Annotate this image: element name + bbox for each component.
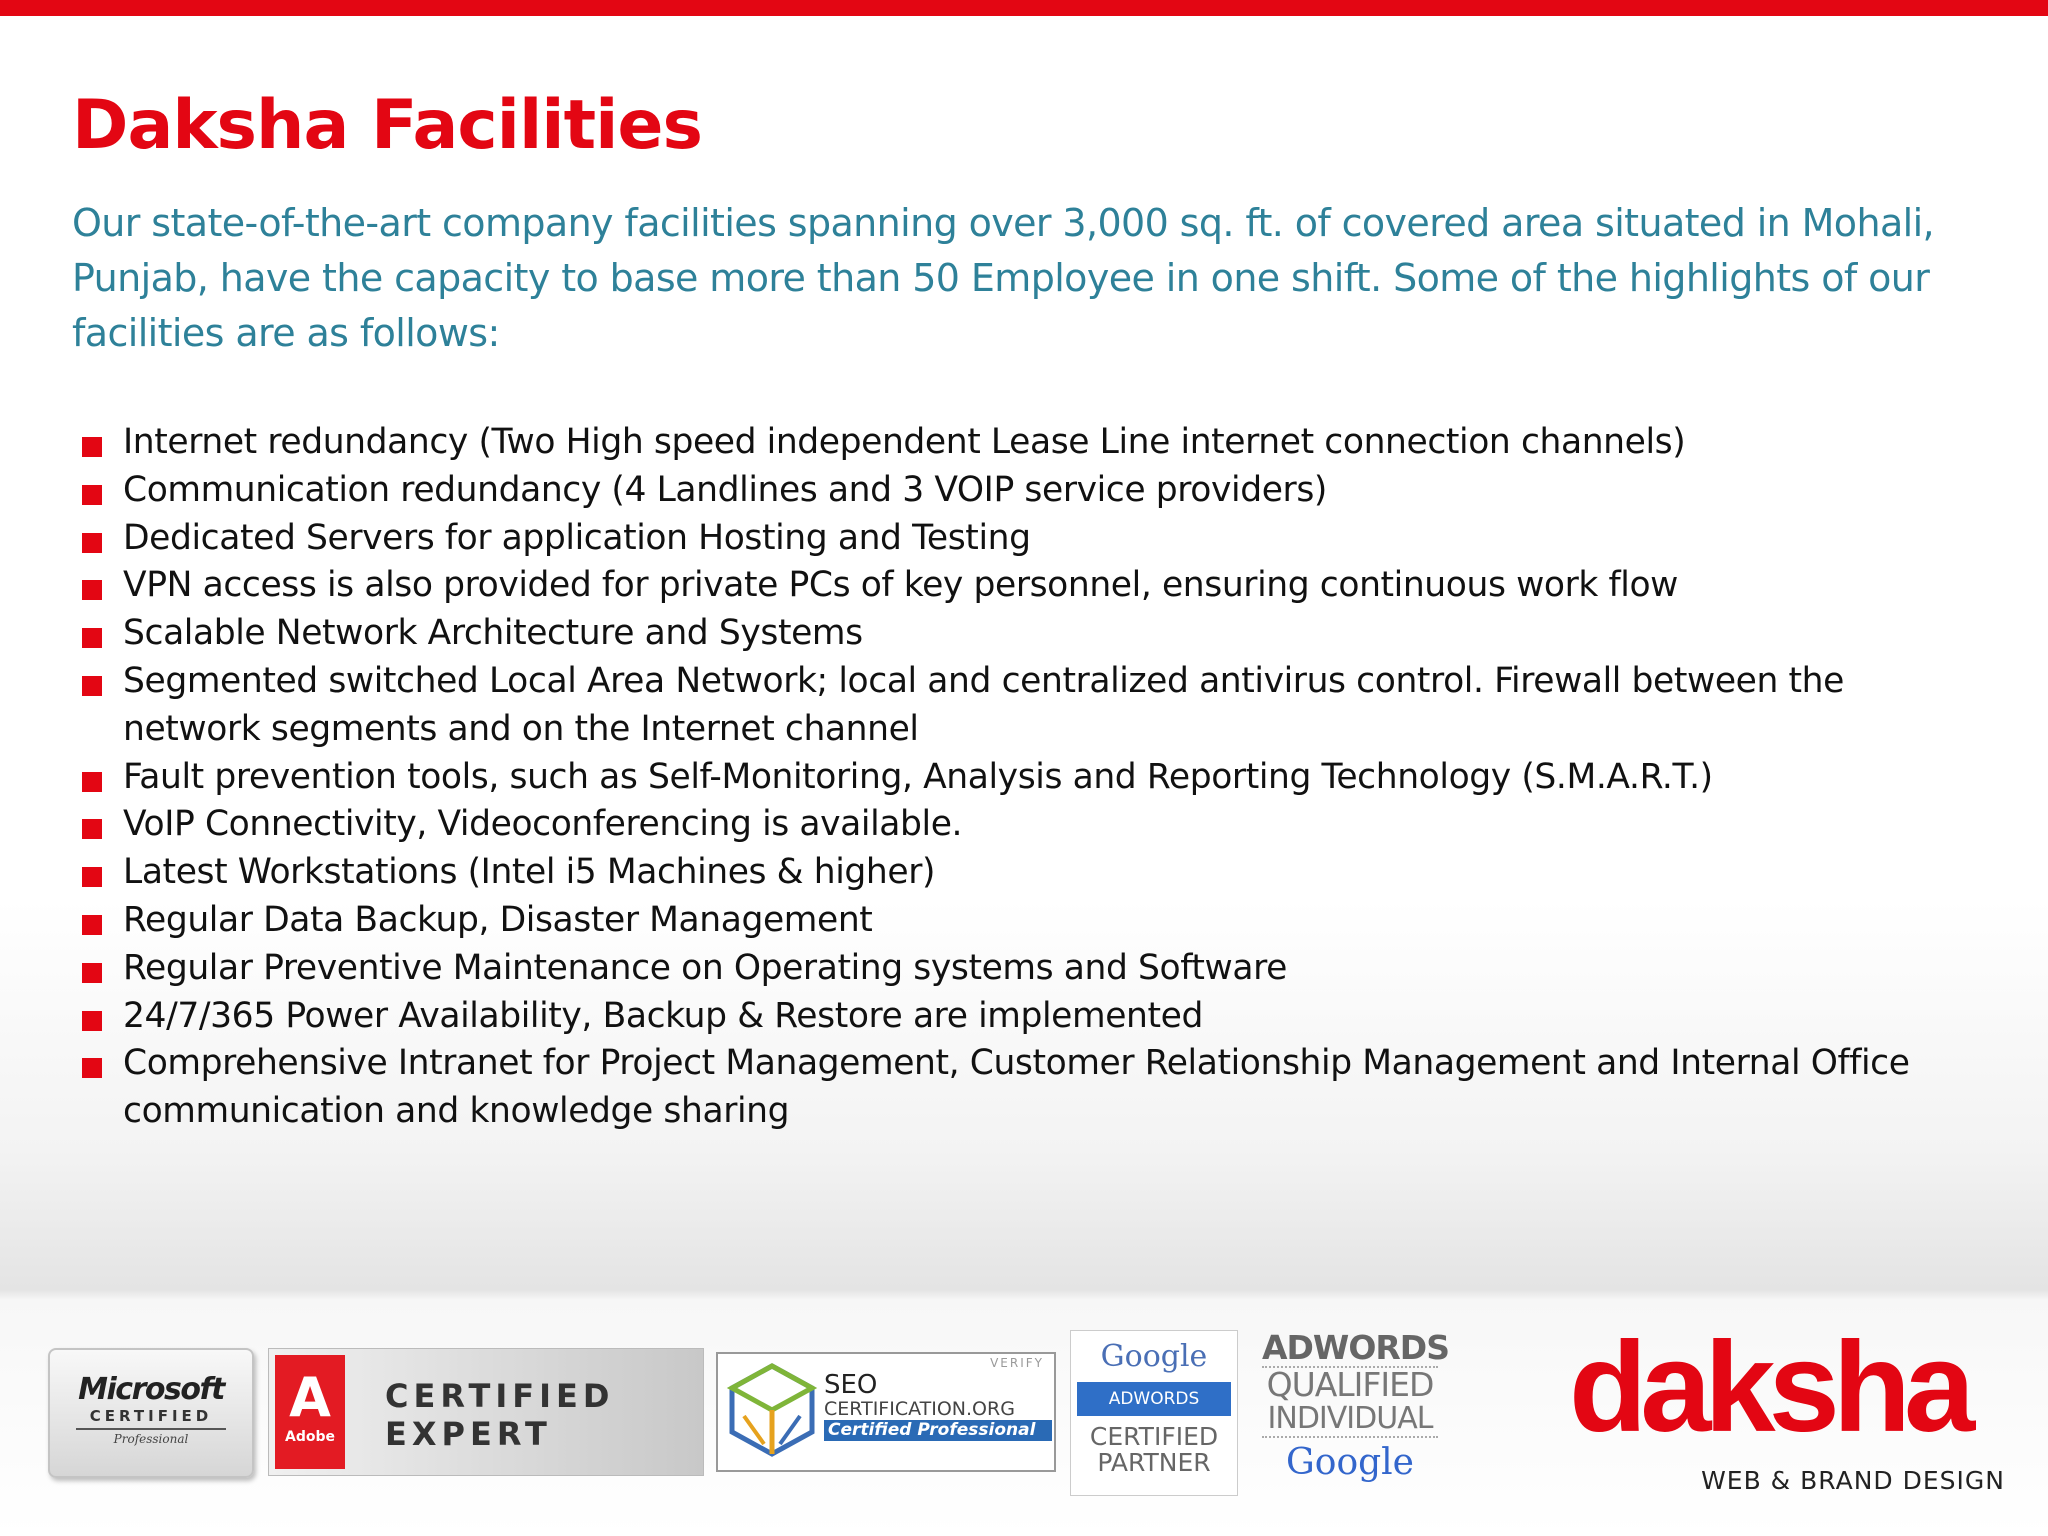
adobe-logo-icon <box>275 1355 345 1469</box>
bullet-square-icon <box>82 533 102 553</box>
bullet-square-icon <box>82 485 102 505</box>
seo-org: CERTIFICATION.ORG <box>824 1398 1015 1420</box>
microsoft-certified-badge <box>48 1348 254 1478</box>
brand-tagline: WEB & BRAND DESIGN <box>1701 1466 2005 1495</box>
bullet-square-icon <box>82 819 102 839</box>
list-item-text: 24/7/365 Power Availability, Backup & Restore are implemented <box>123 995 1203 1036</box>
list-item-text: Comprehensive Intranet for Project Management, Customer Relationship Management and Internal Office communication and knowledge sharing <box>123 1043 1910 1132</box>
list-item-text: Internet redundancy (Two High speed independent Lease Line internet connection channels) <box>123 422 1686 462</box>
bullet-square-icon <box>82 580 102 600</box>
google-logo-icon: Google <box>1286 1442 1414 1483</box>
ms-certified-label: CERTIFIED <box>89 1407 213 1425</box>
daksha-brand-logo <box>1565 1316 2005 1510</box>
adobe-line-2: EXPERT <box>385 1415 552 1453</box>
bullet-square-icon <box>82 1058 102 1078</box>
daksha-wordmark: daksha <box>1569 1316 1969 1459</box>
google-logo-icon: Google <box>1100 1339 1208 1374</box>
facilities-list <box>72 419 1972 1136</box>
adwords-ribbon: ADWORDS <box>1077 1382 1231 1416</box>
list-item-text: Regular Data Backup, Disaster Management <box>123 899 873 940</box>
list-item <box>72 754 1972 802</box>
bullet-square-icon <box>82 867 102 887</box>
bullet-square-icon <box>82 915 102 935</box>
list-item <box>72 562 1972 610</box>
seo-certification-badge <box>716 1352 1056 1472</box>
google-certified-partner-badge <box>1070 1330 1238 1496</box>
adobe-glyph: A <box>289 1366 331 1429</box>
intro-paragraph: Our state-of-the-art company facilities spanning over 3,000 sq. ft. of covered area situated in Mohali, Punjab, have the capacity to base more than 50 Employee in one shift. Some of the highlights of our facilities are as follows: <box>72 201 1935 355</box>
seo-title: SEO <box>824 1370 878 1400</box>
ms-level-label: Professional <box>113 1432 189 1446</box>
list-item-text: Latest Workstations (Intel i5 Machines & higher) <box>123 852 936 893</box>
adobe-line-1: CERTIFIED <box>385 1377 615 1415</box>
certified-label: CERTIFIED <box>1089 1422 1219 1451</box>
list-item-text: Communication redundancy (4 Landlines and 3 VOIP service providers) <box>123 469 1327 510</box>
partner-label: PARTNER <box>1097 1448 1211 1477</box>
list-item <box>72 467 1972 515</box>
seo-verify-label: VERIFY <box>990 1356 1044 1370</box>
adwords-label: ADWORDS <box>1262 1328 1449 1367</box>
list-item-text: Dedicated Servers for application Hosting and Testing <box>123 517 1031 558</box>
microsoft-logo: Microsoft <box>78 1372 224 1407</box>
seo-certified-professional: Certified Professional <box>824 1420 1052 1441</box>
adwords-qualified-individual-badge <box>1262 1328 1449 1508</box>
qualified-label: QUALIFIED <box>1262 1366 1438 1402</box>
list-item <box>72 897 1972 945</box>
adobe-name: Adobe <box>285 1429 335 1445</box>
list-item-text: Segmented switched Local Area Network; local and centralized antivirus control. Firewall between the network segments and on the Internet channel <box>123 660 1844 749</box>
list-item <box>72 610 1972 658</box>
divider <box>76 1428 226 1430</box>
list-item-text: Scalable Network Architecture and Systems <box>123 613 863 654</box>
list-item-text: Fault prevention tools, such as Self-Monitoring, Analysis and Reporting Technology (S.M.A.R.T.) <box>123 756 1713 797</box>
top-accent-bar <box>0 0 2048 16</box>
certification-footer <box>0 1290 2048 1536</box>
bullet-square-icon <box>82 676 102 696</box>
list-item <box>72 849 1972 897</box>
adobe-certified-expert-badge <box>268 1348 704 1476</box>
adobe-badge-text <box>385 1377 614 1453</box>
bullet-square-icon <box>82 628 102 648</box>
page-title: Daksha Facilities <box>72 86 702 165</box>
individual-label: INDIVIDUAL <box>1262 1402 1438 1438</box>
bullet-square-icon <box>82 963 102 983</box>
list-item <box>72 658 1972 754</box>
list-item-text: VPN access is also provided for private PCs of key personnel, ensuring continuous work flow <box>123 565 1678 606</box>
list-item <box>72 945 1972 993</box>
list-item-text: VoIP Connectivity, Videoconferencing is available. <box>123 804 963 845</box>
list-item-text: Regular Preventive Maintenance on Operating systems and Software <box>123 947 1287 988</box>
list-item <box>72 515 1972 563</box>
list-item <box>72 1040 1972 1136</box>
bullet-square-icon <box>82 437 102 457</box>
seo-cube-logo-icon <box>724 1360 820 1460</box>
list-item <box>72 419 1972 467</box>
bullet-square-icon <box>82 1011 102 1031</box>
list-item <box>72 993 1972 1041</box>
list-item <box>72 801 1972 849</box>
bullet-square-icon <box>82 772 102 792</box>
